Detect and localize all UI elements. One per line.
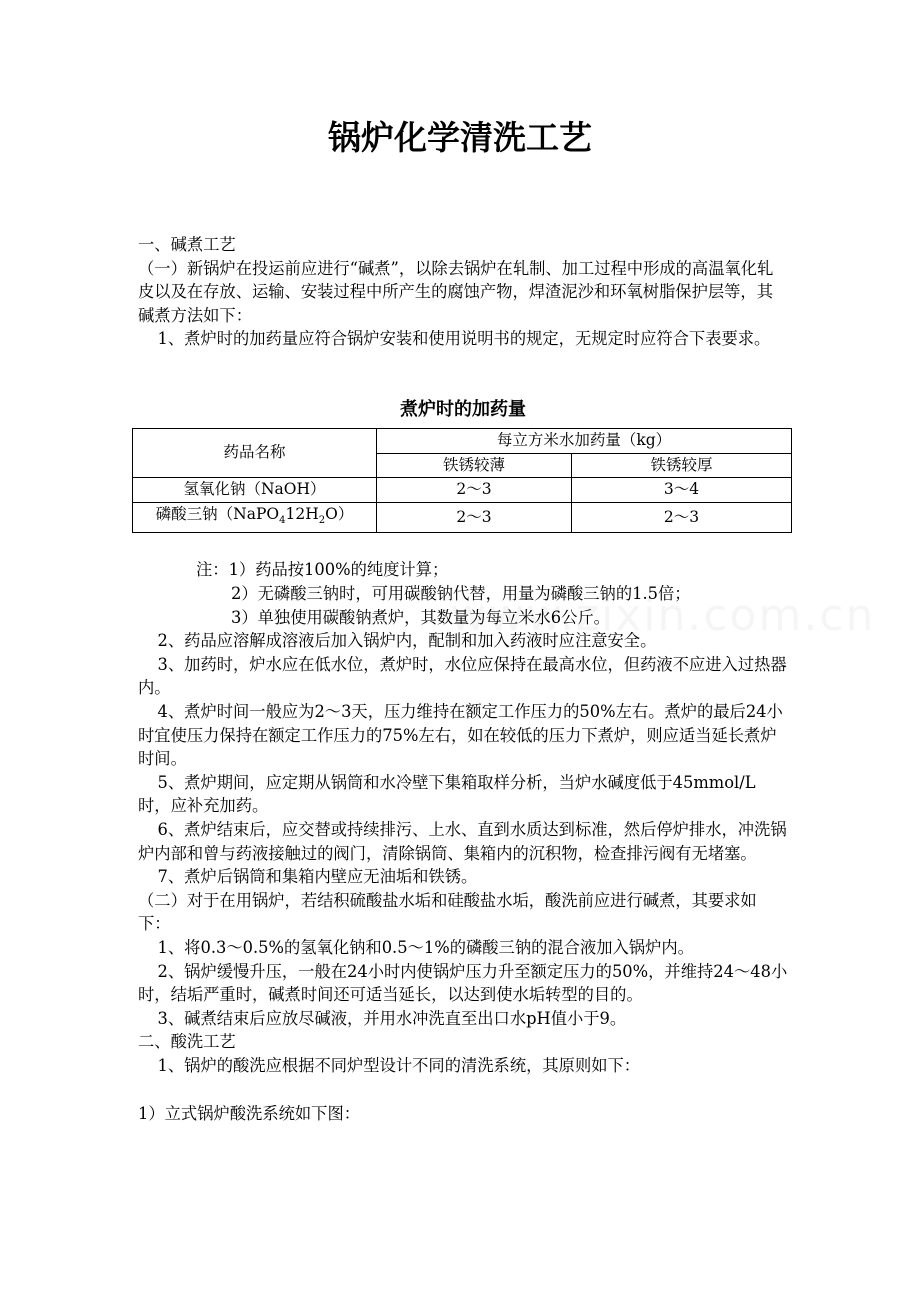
section-2-item-3: 3、碱煮结束后应放尽碱液，并用水冲洗直至出口水pH值小于9。 <box>157 1008 627 1028</box>
paragraph-4: 4、煮炉时间一般应为2～3天，压力维持在额定工作压力的50%左右。煮炉的最后24小时宜使压力保持在额定工作压力的75%左右，如在较低的压力下煮炉，则应适当延长煮炉时间。 <box>138 702 783 769</box>
acid-item-1: 1、锅炉的酸洗应根据不同炉型设计不同的清洗系统，其原则如下： <box>157 1055 641 1075</box>
note-2: 2）无磷酸三钠时，可用碳酸钠代替，用量为磷酸三钠的1.5倍； <box>231 584 691 604</box>
paragraph-3: 3、加药时，炉水应在低水位，煮炉时，水位应保持在最高水位，但药液不应进入过热器内。 <box>138 654 787 698</box>
table-row <box>133 502 792 533</box>
section-2-paragraph: （二）对于在用锅炉，若结积硫酸盐水垢和硅酸盐水垢，酸洗前应进行碱煮，其要求如下： <box>138 890 757 934</box>
vertical-boiler-caption: 1）立式锅炉酸洗系统如下图： <box>138 1103 361 1123</box>
paragraph-6: 6、煮炉结束后，应交替或持续排污、上水、直到水质达到标准，然后停炉排水，冲洗锅炉内部和曾与药液接触过的阀门，清除锅筒、集箱内的沉积物，检查排污阀有无堵塞。 <box>138 819 787 863</box>
paragraph-5: 5、煮炉期间，应定期从锅筒和水冷壁下集箱取样分析，当炉水碱度低于45mmol/L时，应补充加药。 <box>138 772 756 816</box>
header-thin-rust: 铁锈较薄 <box>377 453 572 478</box>
table-row <box>133 478 792 503</box>
table-title: 煮炉时的加药量 <box>400 398 526 420</box>
cell-thin: 2～3 <box>377 478 572 503</box>
document-body <box>138 233 788 1125</box>
section-2-item-1: 1、将0.3～0.5%的氢氧化钠和0.5～1%的磷酸三钠的混合液加入锅炉内。 <box>157 937 694 957</box>
note-1: 注：1）药品按100%的纯度计算； <box>196 560 449 580</box>
section-heading-alkali: 一、碱煮工艺 <box>138 235 236 254</box>
header-drug-name: 药品名称 <box>133 428 377 477</box>
dosage-table <box>132 428 792 533</box>
cell-drug-name: 氢氧化钠（NaOH） <box>133 478 377 503</box>
note-3: 3）单独使用碳酸钠煮炉，其数量为每立米水6公斤。 <box>231 607 610 627</box>
section-heading-acid: 二、酸洗工艺 <box>138 1032 236 1052</box>
section-2-item-2: 2、锅炉缓慢升压，一般在24小时内使锅炉压力升至额定压力的50%，并维持24～48小时，结垢严重时，碱煮时间还可适当延长，以达到使水垢转型的目的。 <box>138 961 788 1005</box>
document-title: 锅炉化学清洗工艺 <box>328 118 592 157</box>
paragraph-2: 2、药品应溶解成溶液后加入锅炉内，配制和加入药液时应注意安全。 <box>157 631 657 651</box>
cell-thick: 3～4 <box>572 478 792 503</box>
intro-paragraph: （一）新锅炉在投运前应进行“碱煮”，以除去锅炉在轧制、加工过程中形成的高温氧化轧皮以及在存放、运输、安装过程中所产生的腐蚀产物，焊渣泥沙和环氧树脂保护层等，其碱煮方法如下： <box>138 258 774 325</box>
paragraph-7: 7、煮炉后锅筒和集箱内壁应无油垢和铁锈。 <box>157 867 478 887</box>
header-dose-group: 每立方米水加药量（kg） <box>377 428 792 453</box>
cell-drug-name: 磷酸三钠$(NaPO_412H_2O)$ <box>133 502 377 533</box>
dose-paragraph: 1、煮炉时的加药量应符合锅炉安装和使用说明书的规定，无规定时应符合下表要求。 <box>157 329 771 349</box>
cell-thin: 2～3 <box>377 502 572 533</box>
header-thick-rust: 铁锈较厚 <box>572 453 792 478</box>
cell-thick: 2～3 <box>572 502 792 533</box>
